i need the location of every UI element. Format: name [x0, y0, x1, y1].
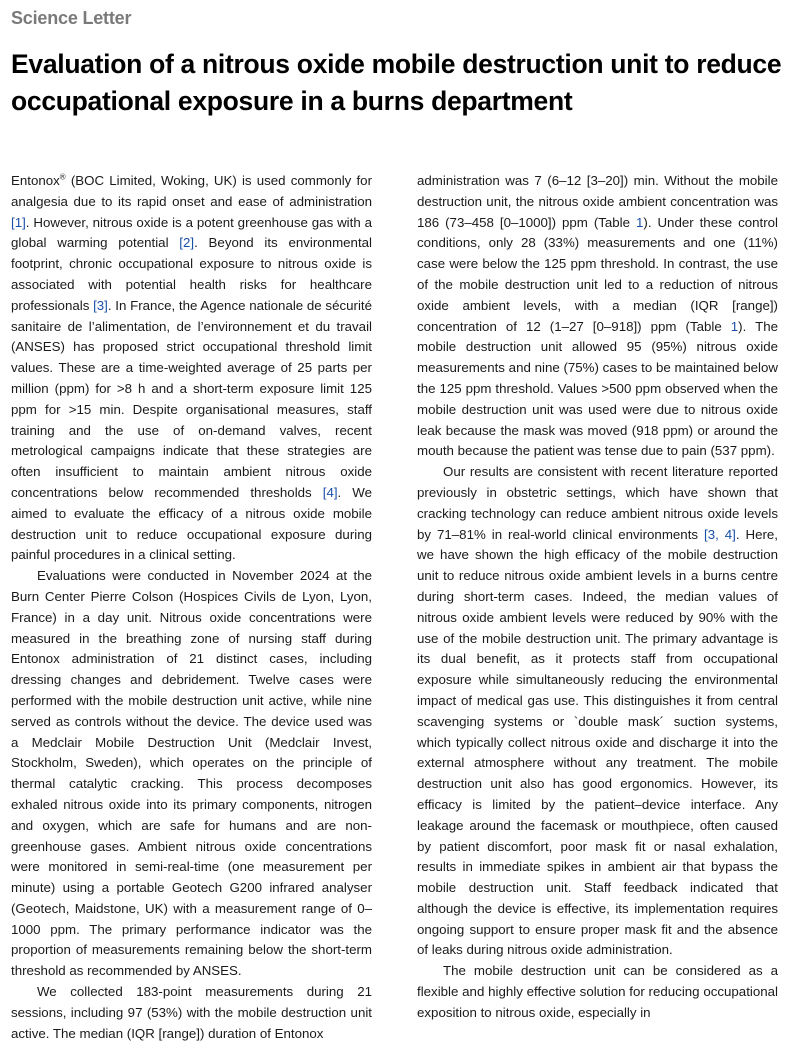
- citation-link[interactable]: [4]: [322, 484, 338, 500]
- citation-link[interactable]: 1: [635, 214, 644, 230]
- citation-link[interactable]: [1]: [11, 214, 26, 230]
- citation-link[interactable]: [3]: [93, 297, 108, 313]
- left-column: [11, 171, 372, 1044]
- paragraph: [417, 171, 778, 462]
- paragraph-text: ). Under these control conditions, only 28 (33%) measurements and one (11%) case were below the 125 ppm threshold. In contrast, the use of the mobile destruction unit led to a reduction of nitrous oxide ambient levels, with a median (IQR [range]) concentration of 12 (1–27 [0–918]) ppm (Table: [417, 214, 778, 334]
- paragraph-text: . In France, the Agence nationale de sécurité sanitaire de l’alimentation, de l’environnement et du travail (ANSES) has proposed strict occupational threshold limit values. These are a time-weighted average of 25 parts per million (ppm) for >8 h and a short-term exposure limit 125 ppm for >15 min. Despite organisational measures, staff training and the use of on-demand valves, recent metrological campaigns indicate that these strategies are often insufficient to maintain ambient nitrous oxide concentrations below recommended thresholds: [11, 297, 372, 500]
- citation-link[interactable]: 1: [730, 318, 739, 334]
- paragraph-text: . However, nitrous oxide is a potent greenhouse gas with a global warming potential: [11, 214, 372, 251]
- paragraph: [11, 171, 372, 566]
- paragraph-text: administration was 7 (6–12 [3–20]) min. Without the mobile destruction unit, the nitrous oxide ambient concentration was 186 (73–458 [0–1000]) ppm (Table: [417, 173, 778, 230]
- paragraph-text: . Here, we have shown the high efficacy of the mobile destruction unit to reduce nitrous oxide ambient levels in a burns centre during short-term cases. Indeed, the median values of nitrous oxide ambient levels were reduced by 90% with the use of the mobile destruction unit. The primary advantage is its dual benefit, as it protects staff from occupational exposure while simultaneously reducing the environmental impact of medical gas use. This distinguishes it from central scavenging systems or `double mask´ suction systems, which typically collect nitrous oxide and discharge it into the external atmosphere without any treatment. The mobile destruction unit also has good ergonomics. However, its efficacy is limited by the patient–device interface. Any leakage around the facemask or mouthpiece, often caused by patient discomfort, poor mask fit or nasal exhalation, results in immediate spikes in ambient air that bypass the mobile destruction unit. Staff feedback indicated that although the device is effective, its implementation requires ongoing support to ensure proper mask fit and the absence of leaks during nitrous oxide administration.: [417, 526, 778, 958]
- paragraph-text: ). The mobile destruction unit allowed 95 (95%) nitrous oxide measurements and nine (75%) cases to be maintained below the 125 ppm threshold. Values >500 ppm observed when the mobile destruction unit was used were due to nitrous oxide leak because the mask was moved (918 ppm) or around the mouth because the patient was tense due to pain (537 ppm).: [417, 318, 778, 459]
- paragraph: [11, 566, 372, 982]
- trademark-superscript: ®: [59, 172, 66, 182]
- paragraph: [417, 462, 778, 961]
- paragraph-text: Evaluations were conducted in November 2024 at the Burn Center Pierre Colson (Hospices Civils de Lyon, Lyon, France) in a day unit. Nitrous oxide concentrations were measured in the breathing zone of nursing staff during Entonox administration of 21 distinct cases, including dressing changes and debridement. Twelve cases were performed with the mobile destruction unit active, while nine served as controls without the device. The device used was a Medclair Mobile Destruction Unit (Medclair Invest, Stockholm, Sweden), which operates on the principle of thermal catalytic cracking. This process decomposes exhaled nitrous oxide into its primary components, nitrogen and oxygen, which are safe for humans and are non-greenhouse gases. Ambient nitrous oxide concentrations were monitored in semi-real-time (one measurement per minute) using a portable Geotech G200 infrared analyser (Geotech, Maidstone, UK) with a measurement range of 0–1000 ppm. The primary performance indicator was the proportion of measurements remaining below the short-term threshold as recommended by ANSES.: [11, 568, 372, 979]
- paragraph-text: . Beyond its environmental footprint, chronic occupational exposure to nitrous oxide is associated with potential health risks for healthcare professionals: [11, 235, 372, 313]
- paragraph-text: (BOC Limited, Woking, UK) is used commonly for analgesia due to its rapid onset and ease of administration: [11, 173, 372, 209]
- article-title: Evaluation of a nitrous oxide mobile destruction unit to reduce occupational exposure in a burns department: [11, 49, 782, 116]
- citation-link[interactable]: [3, 4]: [704, 526, 736, 542]
- paragraph-text: The mobile destruction unit can be considered as a flexible and highly effective solution for reducing occupational exposition to nitrous oxide, especially in: [417, 963, 778, 1020]
- paragraph-text: We collected 183-point measurements during 21 sessions, including 97 (53%) with the mobile destruction unit active. The median (IQR [range]) duration of Entonox: [11, 984, 372, 1041]
- right-column: [417, 171, 778, 1024]
- paragraph: [417, 961, 778, 1023]
- paragraph-text: Our results are consistent with recent literature reported previously in obstetric settings, which have shown that cracking technology can reduce ambient nitrous oxide levels by 71–81% in real-world clinical environments: [417, 464, 778, 542]
- paragraph-text: . We aimed to evaluate the efficacy of a nitrous oxide mobile destruction unit to reduce occupational exposure during painful procedures in a clinical setting.: [11, 484, 372, 563]
- section-label: Science Letter: [11, 8, 132, 28]
- paragraph-text: Entonox: [11, 173, 60, 188]
- paragraph: [11, 982, 372, 1044]
- citation-link[interactable]: [2]: [179, 235, 195, 251]
